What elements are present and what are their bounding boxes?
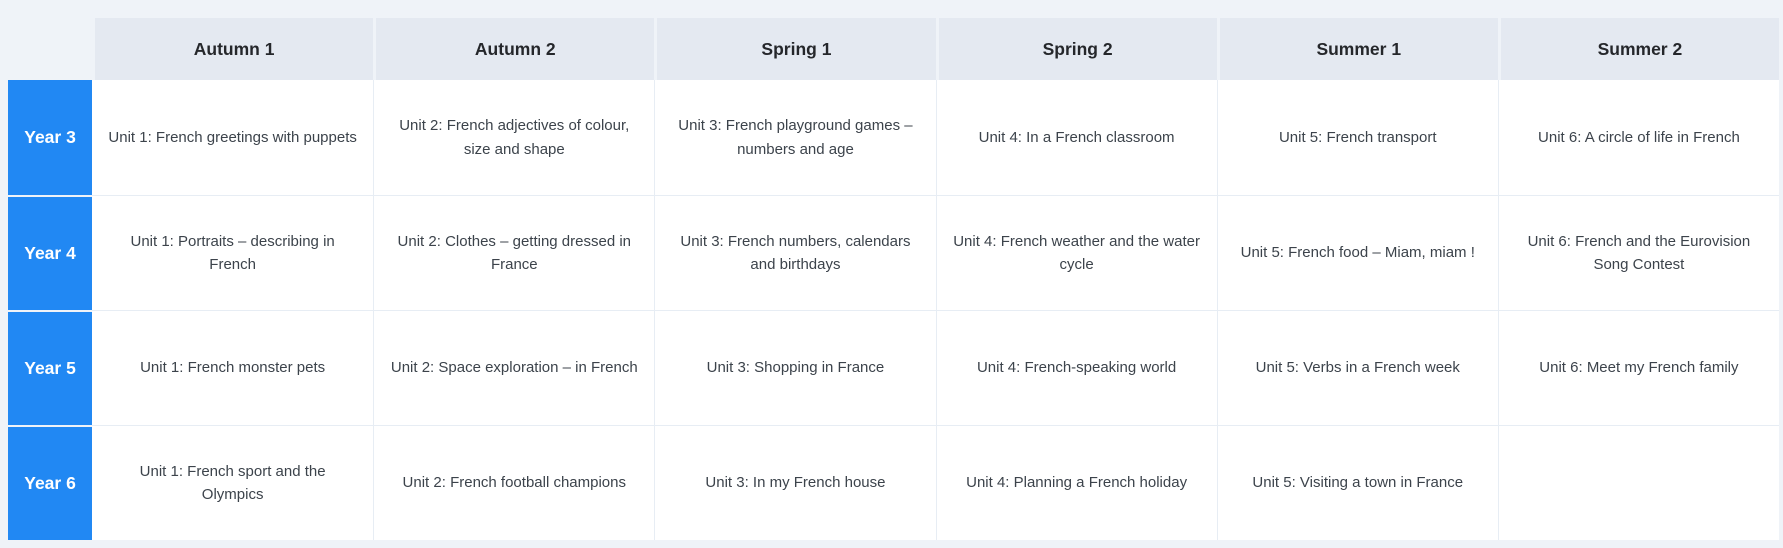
row-header-year-3: Year 3 [8,80,92,195]
column-header-summer-2: Summer 2 [1498,18,1779,80]
row-header-year-4: Year 4 [8,195,92,310]
unit-cell-y5-spring2: Unit 4: French-speaking world [936,310,1217,425]
column-header-summer-1: Summer 1 [1217,18,1498,80]
table-row-year-5 [8,310,1779,425]
unit-cell-y6-spring2: Unit 4: Planning a French holiday [936,425,1217,540]
unit-cell-y3-autumn2: Unit 2: French adjectives of colour, size and shape [373,80,654,195]
unit-cell-y4-autumn2: Unit 2: Clothes – getting dressed in France [373,195,654,310]
unit-cell-y3-summer2: Unit 6: A circle of life in French [1498,80,1779,195]
corner-cell [8,18,92,80]
unit-cell-y3-spring2: Unit 4: In a French classroom [936,80,1217,195]
unit-cell-y4-spring2: Unit 4: French weather and the water cycle [936,195,1217,310]
unit-cell-y5-autumn2: Unit 2: Space exploration – in French [373,310,654,425]
unit-cell-y3-spring1: Unit 3: French playground games – numbers and age [654,80,935,195]
row-header-year-5: Year 5 [8,310,92,425]
unit-cell-y5-summer1: Unit 5: Verbs in a French week [1217,310,1498,425]
unit-cell-y4-summer2: Unit 6: French and the Eurovision Song Contest [1498,195,1779,310]
unit-cell-y4-spring1: Unit 3: French numbers, calendars and birthdays [654,195,935,310]
column-header-spring-1: Spring 1 [654,18,935,80]
curriculum-overview-table [8,18,1779,540]
table-row-year-6 [8,425,1779,540]
unit-cell-y5-spring1: Unit 3: Shopping in France [654,310,935,425]
unit-cell-y5-summer2: Unit 6: Meet my French family [1498,310,1779,425]
unit-cell-y6-summer1: Unit 5: Visiting a town in France [1217,425,1498,540]
unit-cell-y3-autumn1: Unit 1: French greetings with puppets [92,80,373,195]
column-header-spring-2: Spring 2 [936,18,1217,80]
unit-cell-y6-autumn1: Unit 1: French sport and the Olympics [92,425,373,540]
column-header-autumn-2: Autumn 2 [373,18,654,80]
unit-cell-y4-autumn1: Unit 1: Portraits – describing in French [92,195,373,310]
term-header-row [8,18,1779,80]
column-header-autumn-1: Autumn 1 [92,18,373,80]
unit-cell-y4-summer1: Unit 5: French food – Miam, miam ! [1217,195,1498,310]
row-header-year-6: Year 6 [8,425,92,540]
table-row-year-3 [8,80,1779,195]
table-row-year-4 [8,195,1779,310]
unit-cell-y6-autumn2: Unit 2: French football champions [373,425,654,540]
unit-cell-y5-autumn1: Unit 1: French monster pets [92,310,373,425]
unit-cell-y6-summer2 [1498,425,1779,540]
unit-cell-y3-summer1: Unit 5: French transport [1217,80,1498,195]
unit-cell-y6-spring1: Unit 3: In my French house [654,425,935,540]
